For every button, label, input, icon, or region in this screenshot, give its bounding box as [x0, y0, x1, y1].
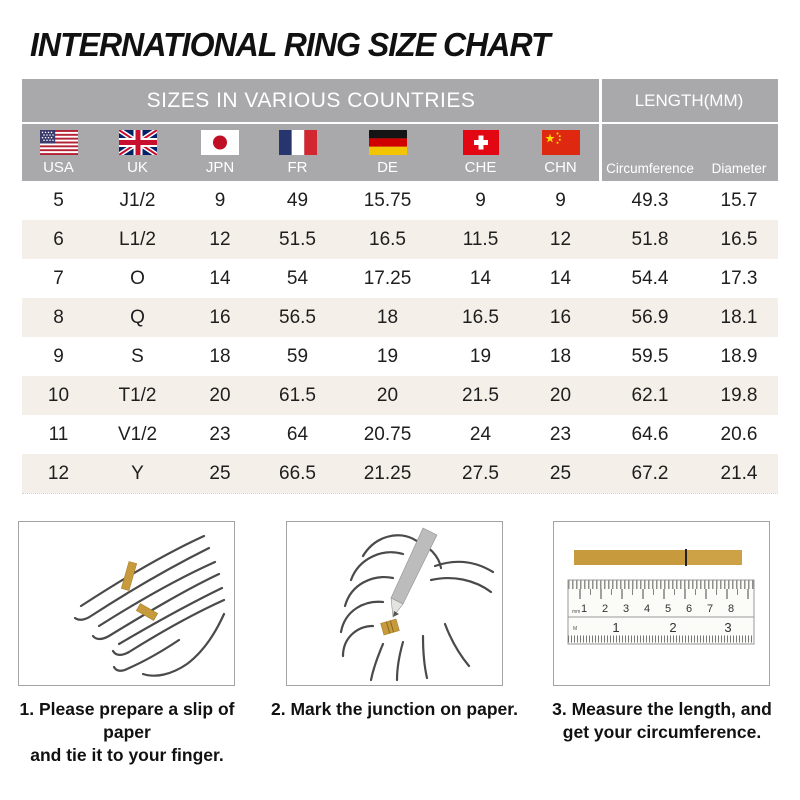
france-flag-icon: [279, 130, 317, 155]
table-row: [22, 259, 778, 298]
table-cell: J1/2: [119, 189, 156, 211]
step-1-caption-line1: 1. Please prepare a slip of paper: [19, 699, 235, 743]
table-row: [22, 298, 778, 337]
table-cell: 18: [376, 306, 399, 328]
column-label-jpn: JPN: [205, 159, 235, 176]
ruler-cm-2: 2: [601, 603, 609, 615]
table-cell: Q: [130, 306, 145, 328]
step-1: [18, 521, 235, 767]
column-header-usa: [22, 124, 95, 181]
table-cell: 9: [475, 189, 486, 211]
column-label-fr: FR: [287, 159, 308, 176]
column-header-diameter: [700, 124, 778, 181]
table-cell: 20: [209, 384, 231, 406]
table-row: [22, 337, 778, 376]
table-cell: 54.4: [631, 267, 669, 289]
table-cell: 11.5: [462, 228, 499, 250]
table-cell: 59.5: [631, 345, 669, 367]
column-header-chn: [521, 124, 600, 181]
table-cell: 9: [555, 189, 566, 211]
germany-flag-icon: [369, 130, 407, 155]
page-title: INTERNATIONAL RING SIZE CHART: [30, 26, 550, 63]
table-cell: 25: [549, 462, 572, 484]
table-cell: 24: [469, 423, 492, 445]
table-cell: 5: [53, 189, 64, 211]
step-3-caption: [529, 698, 795, 744]
table-cell: 19: [469, 345, 492, 367]
table-cell: 14: [209, 267, 231, 289]
switzerland-flag-icon: [463, 130, 499, 155]
uk-flag-icon: [119, 130, 157, 155]
china-flag-icon: [542, 130, 580, 155]
table-cell: 51.8: [631, 228, 669, 250]
table-row: [22, 454, 778, 493]
table-cell: 67.2: [631, 462, 669, 484]
table-cell: 15.7: [720, 189, 758, 211]
table-cell: 18: [549, 345, 572, 367]
table-row: [22, 220, 778, 259]
header-section-divider: [599, 79, 602, 181]
table-cell: Y: [131, 462, 144, 484]
ruler-unit-top: mm: [572, 609, 581, 615]
ruler-cm-4: 4: [643, 603, 651, 615]
table-cell: 14: [549, 267, 572, 289]
table-cell: V1/2: [117, 423, 158, 445]
table-cell: 19.8: [720, 384, 758, 406]
table-cell: 21.5: [462, 384, 499, 406]
table-group-header-row: [22, 79, 778, 122]
column-header-che: [440, 124, 521, 181]
ruler-measure-illustration: [553, 521, 770, 686]
column-label-diameter: Diameter: [711, 161, 767, 176]
table-cell: 17.25: [363, 267, 412, 289]
step-3-caption-line2: get your circumference.: [562, 722, 762, 743]
hand-with-paper-illustration: [18, 521, 235, 686]
table-cell: 7: [53, 267, 64, 289]
table-row: [22, 376, 778, 415]
table-body: [22, 181, 778, 494]
table-row: [22, 415, 778, 454]
ruler-cm-5: 5: [664, 603, 672, 615]
table-cell: 15.75: [363, 189, 412, 211]
column-header-de: [335, 124, 440, 181]
instruction-steps: [18, 521, 770, 767]
table-cell: 21.25: [363, 462, 412, 484]
table-cell: S: [131, 345, 144, 367]
table-cell: 16.5: [462, 306, 499, 328]
table-cell: 8: [53, 306, 64, 328]
table-cell: 20: [376, 384, 399, 406]
mark-junction-illustration: [286, 521, 503, 686]
table-cell: 64.6: [631, 423, 669, 445]
table-cell: 20: [549, 384, 572, 406]
table-cell: 59: [286, 345, 309, 367]
ruler-cm-3: 3: [622, 603, 630, 615]
group-header-sizes: SIZES IN VARIOUS COUNTRIES: [22, 79, 600, 122]
column-label-circumference: Circumference: [606, 161, 694, 176]
step-1-caption-line2: and tie it to your finger.: [30, 745, 224, 766]
table-cell: 49.3: [631, 189, 669, 211]
column-header-uk: [95, 124, 180, 181]
table-cell: 14: [469, 267, 492, 289]
table-cell: 61.5: [279, 384, 316, 406]
ruler-in-3: 3: [724, 620, 732, 635]
ruler-unit-bottom: M: [573, 626, 578, 632]
table-cell: 23: [209, 423, 231, 445]
table-cell: 19: [376, 345, 399, 367]
table-cell: 12: [549, 228, 572, 250]
table-cell: 16.5: [369, 228, 406, 250]
column-header-circumference: [600, 124, 700, 181]
step-2-caption-line1: 2. Mark the junction on paper.: [271, 699, 518, 719]
table-cell: 10: [47, 384, 70, 406]
ruler-cm-8: 8: [727, 603, 735, 615]
table-cell: 12: [209, 228, 231, 250]
step-3: [553, 521, 770, 767]
ruler-cm-1: 1: [580, 603, 588, 615]
table-row: [22, 181, 778, 220]
table-cell: 54: [286, 267, 309, 289]
table-cell: 56.5: [279, 306, 316, 328]
table-cell: T1/2: [118, 384, 157, 406]
column-header-jpn: [180, 124, 260, 181]
step-2-caption: [262, 698, 528, 721]
table-cell: 18.1: [720, 306, 758, 328]
table-cell: 16.5: [720, 228, 758, 250]
table-column-header-row: [22, 124, 778, 181]
ring-size-table: [22, 79, 778, 494]
table-cell: 56.9: [631, 306, 669, 328]
ruler-in-2: 2: [669, 620, 677, 635]
ruler-cm-6: 6: [685, 603, 693, 615]
table-cell: 16: [549, 306, 572, 328]
column-label-che: CHE: [464, 159, 497, 176]
table-cell: 49: [286, 189, 309, 211]
usa-flag-icon: [40, 130, 78, 155]
step-1-caption: [0, 698, 260, 767]
table-cell: 20.75: [363, 423, 412, 445]
table-cell: 51.5: [279, 228, 316, 250]
table-cell: 20.6: [720, 423, 758, 445]
japan-flag-icon: [201, 130, 239, 155]
table-cell: 66.5: [279, 462, 316, 484]
table-cell: 21.4: [720, 462, 758, 484]
table-cell: 62.1: [631, 384, 669, 406]
table-header: [22, 79, 778, 181]
column-label-uk: UK: [127, 159, 148, 176]
ruler-cm-7: 7: [706, 603, 714, 615]
table-cell: L1/2: [119, 228, 156, 250]
table-cell: 18: [209, 345, 231, 367]
table-cell: 27.5: [462, 462, 499, 484]
ruler-in-1: 1: [612, 620, 620, 635]
column-label-chn: CHN: [544, 159, 577, 176]
table-cell: 9: [214, 189, 226, 211]
table-cell: 64: [286, 423, 309, 445]
step-2: [271, 521, 518, 767]
table-cell: 9: [53, 345, 64, 367]
table-cell: 18.9: [720, 345, 758, 367]
column-label-de: DE: [377, 159, 398, 176]
table-cell: 6: [53, 228, 64, 250]
group-header-length: LENGTH(MM): [600, 79, 778, 122]
column-header-fr: [260, 124, 335, 181]
table-cell: 11: [48, 423, 69, 445]
column-label-usa: USA: [43, 159, 74, 176]
step-3-caption-line1: 3. Measure the length, and: [552, 699, 772, 719]
table-cell: 12: [47, 462, 70, 484]
table-cell: 25: [209, 462, 231, 484]
table-cell: 16: [209, 306, 231, 328]
table-cell: 23: [549, 423, 572, 445]
table-cell: 17.3: [720, 267, 758, 289]
table-cell: O: [130, 267, 145, 289]
